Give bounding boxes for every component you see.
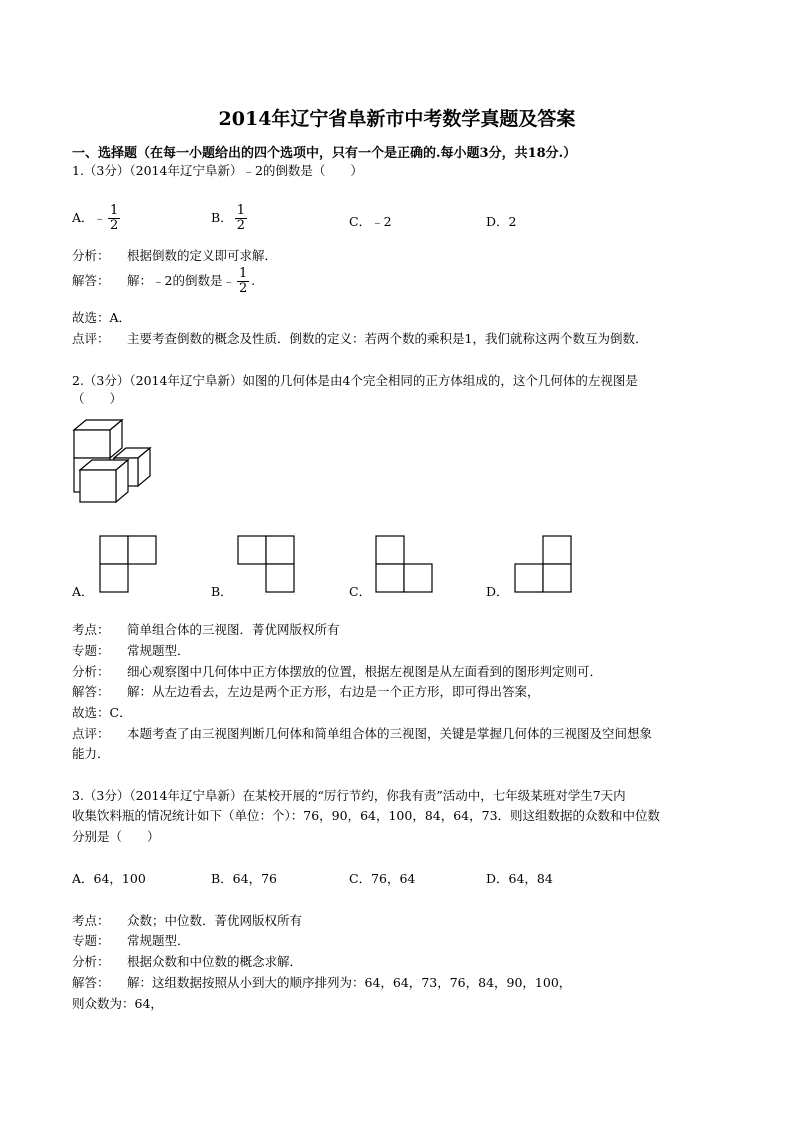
q3-option-c: C．76，64 <box>349 871 416 886</box>
q3-kaodian-label: 考点： <box>72 913 110 928</box>
q1-option-a-label: A． <box>72 210 94 225</box>
q1-analysis-label: 分析： <box>72 248 110 263</box>
q3-analysis-label: 分析： <box>72 954 110 969</box>
q3-option-a: A．64，100 <box>72 871 146 886</box>
q1-option-c: C．﹣2 <box>349 214 392 229</box>
q1-option-b-label: B． <box>211 210 233 225</box>
q2-option-c-figure <box>375 535 433 593</box>
q2-zhuanti-text: 常规题型． <box>127 643 190 658</box>
q1-solution-numerator: 1 <box>238 266 248 281</box>
q2-option-b-figure <box>237 535 295 593</box>
q2-option-b-label: B． <box>211 584 233 599</box>
q2-comment-text: 本题考查了由三视图判断几何体和简单组合体的三视图，关键是掌握几何体的三视图及空间想象 <box>127 726 653 741</box>
q2-option-a-figure <box>99 535 157 593</box>
square <box>100 564 128 592</box>
q3-stem-line3: 分别是（ ） <box>72 829 160 844</box>
q1-option-b-numerator: 1 <box>236 203 245 218</box>
q2-analysis-label: 分析： <box>72 664 110 679</box>
q3-option-b: B．64，76 <box>211 871 277 886</box>
q1-comment-label: 点评： <box>72 331 110 346</box>
q2-comment-line2: 能力． <box>72 746 110 761</box>
square <box>266 564 294 592</box>
q3-analysis <box>72 952 302 970</box>
cube-top-left-front <box>74 430 110 458</box>
square <box>238 536 266 564</box>
q3-kaodian <box>72 911 302 929</box>
q2-zhuanti-label: 专题： <box>72 643 110 658</box>
q1-solution-suffix: . <box>251 273 256 288</box>
q3-stem-line2: 收集饮料瓶的情况统计如下（单位：个）：76，90，64，100，84，64，73．则这组数据的众数和中位数 <box>72 808 661 823</box>
q2-solution-label: 解答： <box>72 684 110 699</box>
square <box>128 536 156 564</box>
q3-solution-line2: 则众数为：64， <box>72 996 163 1011</box>
square <box>543 564 571 592</box>
q1-option-a-fraction <box>108 204 120 233</box>
q1-option-b <box>211 204 249 233</box>
square <box>100 536 128 564</box>
q1-solution-label: 解答： <box>72 273 110 288</box>
q1-solution-prefix: 解：﹣2的倒数是﹣ <box>127 273 235 288</box>
q3-analysis-text: 根据众数和中位数的概念求解． <box>127 954 303 969</box>
q1-solution-fraction <box>237 267 249 296</box>
square <box>266 536 294 564</box>
q2-choice: 故选：C． <box>72 705 132 720</box>
q3-solution-label: 解答： <box>72 975 110 990</box>
q2-solid-figure <box>70 416 156 506</box>
q1-analysis-text: 根据倒数的定义即可求解． <box>127 248 278 263</box>
q1-analysis <box>72 246 277 264</box>
q2-option-d-label: D． <box>486 584 509 599</box>
q2-comment-label: 点评： <box>72 726 110 741</box>
square <box>543 536 571 564</box>
q3-kaodian-text: 众数；中位数．菁优网版权所有 <box>127 913 303 928</box>
q2-option-d-figure <box>514 535 572 593</box>
q3-option-d: D．64，84 <box>486 871 553 886</box>
q3-zhuanti-text: 常规题型． <box>127 933 190 948</box>
q2-stem-line2: （ ） <box>72 391 123 406</box>
square <box>404 564 432 592</box>
q3-solution <box>72 973 571 991</box>
square <box>376 536 404 564</box>
q1-stem: 1.（3分）（2014年辽宁阜新）﹣2的倒数是（ ） <box>72 163 363 178</box>
q3-zhuanti <box>72 931 190 949</box>
q1-solution-denominator: 2 <box>238 281 248 296</box>
square <box>376 564 404 592</box>
q1-solution <box>72 267 255 296</box>
q1-comment-text: 主要考查倒数的概念及性质．倒数的定义：若两个数的乘积是1，我们就称这两个数互为倒数． <box>127 331 648 346</box>
q1-option-a-sign: ﹣ <box>93 210 107 225</box>
q2-zhuanti <box>72 641 190 659</box>
q2-solution-text: 解：从左边看去，左边是两个正方形，右边是一个正方形，即可得出答案， <box>127 684 540 699</box>
q2-kaodian-text: 简单组合体的三视图．菁优网版权所有 <box>127 622 340 637</box>
page-title: 2014年辽宁省阜新市中考数学真题及答案 <box>218 108 576 130</box>
square <box>515 564 543 592</box>
q2-option-c-label: C． <box>349 584 372 599</box>
q1-choice: 故选：A． <box>72 310 132 325</box>
q3-solution-text: 解：这组数据按照从小到大的顺序排列为：64，64，73，76，84，90，100， <box>127 975 572 990</box>
q2-analysis-text: 细心观察图中几何体中正方体摆放的位置，根据左视图是从左面看到的图形判定则可． <box>127 664 603 679</box>
q2-stem-line1: 2.（3分）（2014年辽宁阜新）如图的几何体是由4个完全相同的正方体组成的，这个几何体的左视图是 <box>72 373 638 388</box>
q2-kaodian-label: 考点： <box>72 622 110 637</box>
q3-stem-line1: 3.（3分）（2014年辽宁阜新）在某校开展的“厉行节约，你我有责”活动中，七年级某班对学生7天内 <box>72 788 626 803</box>
q3-zhuanti-label: 专题： <box>72 933 110 948</box>
q1-option-a-numerator: 1 <box>110 203 119 218</box>
q2-comment <box>72 724 652 742</box>
q2-option-a-label: A． <box>72 584 94 599</box>
q1-comment <box>72 329 647 347</box>
cube-front-front <box>80 470 116 502</box>
q1-option-d: D．2 <box>486 214 517 229</box>
q1-option-a-denominator: 2 <box>110 218 119 233</box>
q1-option-b-fraction <box>235 204 247 233</box>
q2-solution <box>72 682 540 700</box>
q1-option-b-denominator: 2 <box>236 218 245 233</box>
q2-analysis <box>72 662 602 680</box>
q2-kaodian <box>72 620 340 638</box>
q1-option-a <box>72 204 122 233</box>
section-heading: 一、选择题（在每一小题给出的四个选项中，只有一个是正确的.每小题3分，共18分.） <box>72 146 577 161</box>
